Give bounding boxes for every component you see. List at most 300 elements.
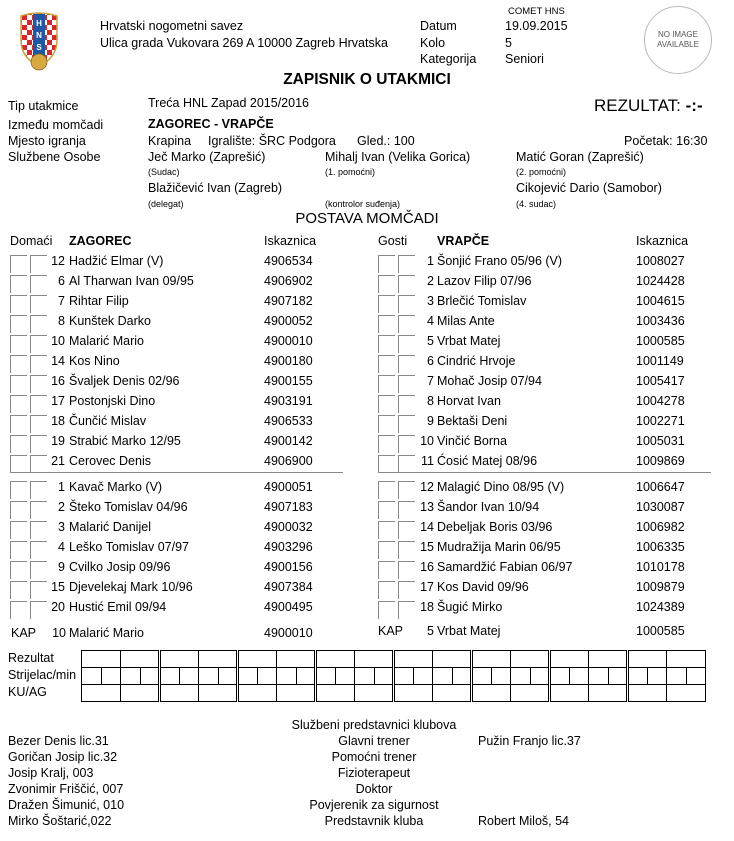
played-checkbox[interactable]: [10, 541, 27, 559]
played-checkbox[interactable]: [378, 275, 395, 293]
result-cell[interactable]: [316, 651, 355, 668]
player-id: 4907182: [264, 294, 313, 308]
scorer-cell[interactable]: [511, 668, 531, 685]
away-player-row: [378, 558, 708, 578]
scorer-cell[interactable]: [238, 668, 258, 685]
player-id: 4900495: [264, 600, 313, 614]
player-id: 4903191: [264, 394, 313, 408]
home-player-row: [10, 432, 340, 452]
grid-label-ku-ag: KU/AG: [8, 685, 47, 699]
player-id: 4906534: [264, 254, 313, 268]
away-player-row: [378, 598, 708, 618]
played-checkbox[interactable]: [10, 521, 27, 539]
away-player-row: [378, 452, 708, 472]
player-number: 20: [51, 600, 65, 614]
home-official: Mirko Šoštarić,022: [8, 814, 112, 828]
result-label: REZULTAT:: [594, 96, 681, 115]
played-checkbox[interactable]: [378, 255, 395, 273]
official-name: Matić Goran (Zaprešić): [516, 150, 644, 164]
scorer-cell[interactable]: [316, 668, 336, 685]
ku-ag-cell[interactable]: [316, 685, 355, 702]
played-checkbox[interactable]: [10, 435, 27, 453]
player-id: 1024428: [636, 274, 685, 288]
away-id-header: Iskaznica: [636, 234, 689, 248]
category-label: Kategorija: [420, 52, 477, 66]
official-name: Mihalj Ivan (Velika Gorica): [325, 150, 471, 164]
played-checkbox[interactable]: [378, 481, 395, 499]
home-player-row: [10, 538, 340, 558]
player-number: 14: [420, 520, 434, 534]
official-role: (kontrolor suđenja): [325, 199, 401, 209]
player-number: 5: [427, 334, 434, 348]
official-role: Glavni trener: [338, 734, 410, 748]
home-player-row: [10, 498, 340, 518]
player-name: Šonjić Frano 05/96 (V): [437, 254, 563, 268]
player-number: 6: [58, 274, 65, 288]
home-official: Josip Kralj, 003: [8, 766, 94, 780]
home-player-row: [10, 412, 340, 432]
played-checkbox[interactable]: [10, 481, 27, 499]
player-name: Mohač Josip 07/94: [437, 374, 542, 388]
player-id: 1008027: [636, 254, 685, 268]
official-role: Povjerenik za sigurnost: [309, 798, 439, 812]
player-name: Al Tharwan Ivan 09/95: [69, 274, 194, 288]
player-number: 7: [427, 374, 434, 388]
home-captain-number: 10: [52, 626, 66, 640]
minute-cell[interactable]: [257, 668, 277, 685]
place-label: Mjesto igranja: [8, 134, 86, 148]
svg-text:H: H: [36, 19, 42, 28]
result-cell[interactable]: [160, 651, 199, 668]
away-player-row: [378, 498, 708, 518]
player-name: Šugić Mirko: [437, 600, 503, 614]
played-checkbox[interactable]: [378, 601, 395, 619]
svg-text:N: N: [36, 31, 42, 40]
official-role: (4. sudac): [516, 199, 557, 209]
away-official: Robert Miloš, 54: [478, 814, 570, 828]
away-team-name: VRAPČE: [437, 234, 490, 248]
player-number: 1: [58, 480, 65, 494]
player-number: 9: [58, 560, 65, 574]
player-name: Malarić Danijel: [69, 520, 151, 534]
player-id: 1010178: [636, 560, 685, 574]
player-id: 1000585: [636, 334, 685, 348]
ku-ag-cell[interactable]: [277, 685, 316, 702]
scorer-cell[interactable]: [82, 668, 102, 685]
player-name: Postonjski Dino: [69, 394, 156, 408]
player-id: 4900155: [264, 374, 313, 388]
player-name: Cvilko Josip 09/96: [69, 560, 171, 574]
lineup-title: POSTAVA MOMČADI: [295, 210, 439, 227]
played-checkbox[interactable]: [378, 521, 395, 539]
scorer-cell[interactable]: [628, 668, 648, 685]
result: [594, 96, 703, 116]
player-name: Hustić Emil 09/94: [69, 600, 167, 614]
played-checkbox[interactable]: [378, 561, 395, 579]
player-name: Čunčić Mislav: [69, 414, 147, 428]
minute-cell[interactable]: [140, 668, 160, 685]
scorer-cell[interactable]: [433, 668, 453, 685]
away-player-row: [378, 252, 708, 272]
player-id: 4906900: [264, 454, 313, 468]
player-name: Mudražija Marin 06/95: [437, 540, 561, 554]
home-player-row: [10, 392, 340, 412]
player-number: 10: [51, 334, 65, 348]
player-id: 1009879: [636, 580, 685, 594]
official-name: Ječ Marko (Zaprešić): [148, 150, 266, 164]
scorer-cell[interactable]: [277, 668, 297, 685]
player-id: 1004615: [636, 294, 685, 308]
player-name: Kunštek Darko: [69, 314, 151, 328]
played-checkbox[interactable]: [378, 415, 395, 433]
result-cell[interactable]: [199, 651, 238, 668]
player-id: 1003436: [636, 314, 685, 328]
player-number: 16: [51, 374, 65, 388]
ku-ag-cell[interactable]: [550, 685, 589, 702]
player-number: 18: [51, 414, 65, 428]
played-checkbox[interactable]: [378, 395, 395, 413]
played-checkbox[interactable]: [378, 375, 395, 393]
away-player-row: [378, 412, 708, 432]
ku-ag-cell[interactable]: [160, 685, 199, 702]
result-cell[interactable]: [589, 651, 628, 668]
scorer-cell[interactable]: [589, 668, 609, 685]
minute-cell[interactable]: [101, 668, 121, 685]
page-title: ZAPISNIK O UTAKMICI: [283, 71, 451, 88]
scorer-cell[interactable]: [394, 668, 414, 685]
ku-ag-cell[interactable]: [433, 685, 472, 702]
official-name: Blažičević Ivan (Zagreb): [148, 181, 283, 195]
played-checkbox[interactable]: [10, 395, 27, 413]
player-number: 8: [427, 394, 434, 408]
match-type-label: Tip utakmice: [8, 99, 79, 113]
minute-cell[interactable]: [452, 668, 472, 685]
scoring-table: [81, 650, 706, 702]
home-official: Bezer Denis lic.31: [8, 734, 109, 748]
ku-ag-cell[interactable]: [667, 685, 706, 702]
category-value: Seniori: [505, 52, 544, 66]
ku-ag-cell[interactable]: [199, 685, 238, 702]
played-checkbox[interactable]: [378, 541, 395, 559]
player-id: 4900180: [264, 354, 313, 368]
player-name: Bektaši Deni: [437, 414, 508, 428]
away-player-row: [378, 518, 708, 538]
player-name: Hadžić Elmar (V): [69, 254, 164, 268]
result-cell[interactable]: [511, 651, 550, 668]
hns-logo: [17, 10, 61, 72]
player-id: 4907183: [264, 500, 313, 514]
scorer-cell[interactable]: [199, 668, 219, 685]
player-id: 1004278: [636, 394, 685, 408]
official-role: (2. pomoćni): [516, 167, 567, 177]
played-checkbox[interactable]: [10, 315, 27, 333]
result-cell[interactable]: [433, 651, 472, 668]
played-checkbox[interactable]: [10, 415, 27, 433]
away-player-row: [378, 578, 708, 598]
scorer-cell[interactable]: [667, 668, 687, 685]
result-cell[interactable]: [277, 651, 316, 668]
home-player-row: [10, 332, 340, 352]
player-name: Vinčić Borna: [437, 434, 507, 448]
player-id: 4906902: [264, 274, 313, 288]
minute-cell[interactable]: [569, 668, 589, 685]
scorer-cell[interactable]: [550, 668, 570, 685]
minute-cell[interactable]: [179, 668, 199, 685]
result-cell[interactable]: [628, 651, 667, 668]
home-captain-id: 4900010: [264, 626, 313, 640]
away-player-row: [378, 538, 708, 558]
scorer-cell[interactable]: [160, 668, 180, 685]
player-name: Horvat Ivan: [437, 394, 501, 408]
player-id: 4900156: [264, 560, 313, 574]
player-name: Malarić Mario: [69, 334, 145, 348]
played-checkbox[interactable]: [378, 501, 395, 519]
player-id: 1005417: [636, 374, 685, 388]
match-type-value: Treća HNL Zapad 2015/2016: [148, 96, 309, 110]
result-cell[interactable]: [355, 651, 394, 668]
player-number: 8: [58, 314, 65, 328]
player-name: Samardžić Fabian 06/97: [437, 560, 573, 574]
played-checkbox[interactable]: [10, 375, 27, 393]
round-label: Kolo: [420, 36, 446, 50]
minute-cell[interactable]: [335, 668, 355, 685]
played-checkbox[interactable]: [10, 335, 27, 353]
home-player-row: [10, 452, 340, 472]
scorer-cell[interactable]: [472, 668, 492, 685]
ku-ag-cell[interactable]: [472, 685, 511, 702]
player-name: Cindrić Hrvoje: [437, 354, 516, 368]
result-cell[interactable]: [121, 651, 160, 668]
grid-label-result: Rezultat: [8, 651, 54, 665]
teams-value: ZAGOREC - VRAPČE: [148, 117, 274, 131]
home-player-row: [10, 518, 340, 538]
player-name: Švaljek Denis 02/96: [69, 374, 180, 388]
away-side-label: Gosti: [378, 234, 408, 248]
away-player-row: [378, 312, 708, 332]
player-id: 1002271: [636, 414, 685, 428]
player-number: 18: [420, 600, 434, 614]
player-id: 1001149: [636, 354, 684, 368]
played-checkbox[interactable]: [10, 295, 27, 313]
played-checkbox[interactable]: [10, 501, 27, 519]
played-checkbox[interactable]: [378, 355, 395, 373]
away-player-row: [378, 478, 708, 498]
result-cell[interactable]: [550, 651, 589, 668]
minute-cell[interactable]: [374, 668, 394, 685]
minute-cell[interactable]: [218, 668, 238, 685]
official-role: (Sudac): [148, 167, 180, 177]
player-number: 19: [51, 434, 65, 448]
player-name: Šteko Tomislav 04/96: [69, 500, 188, 514]
home-player-row: [10, 372, 340, 392]
player-id: 4906533: [264, 414, 313, 428]
result-cell[interactable]: [472, 651, 511, 668]
player-number: 3: [58, 520, 65, 534]
ku-ag-cell[interactable]: [238, 685, 277, 702]
home-id-header: Iskaznica: [264, 234, 317, 248]
org-address: Ulica grada Vukovara 269 A 10000 Zagreb Hrvatska: [100, 36, 388, 50]
played-checkbox[interactable]: [10, 561, 27, 579]
player-name: Vrbat Matej: [437, 334, 501, 348]
player-name: Ćosić Matej 08/96: [437, 454, 538, 468]
minute-cell[interactable]: [296, 668, 316, 685]
home-player-row: [10, 312, 340, 332]
player-id: 1030087: [636, 500, 685, 514]
minute-cell[interactable]: [413, 668, 433, 685]
player-name: Cerovec Denis: [69, 454, 151, 468]
player-name: Malagić Dino 08/95 (V): [437, 480, 565, 494]
player-number: 15: [420, 540, 434, 554]
away-player-row: [378, 372, 708, 392]
played-checkbox[interactable]: [10, 601, 27, 619]
org-name: Hrvatski nogometni savez: [100, 19, 244, 33]
player-number: 11: [421, 454, 434, 468]
result-cell[interactable]: [238, 651, 277, 668]
home-player-row: [10, 292, 340, 312]
player-number: 15: [51, 580, 65, 594]
player-number: 2: [427, 274, 434, 288]
result-cell[interactable]: [394, 651, 433, 668]
away-captain-id: 1000585: [636, 624, 685, 638]
player-number: 9: [427, 414, 434, 428]
player-number: 17: [420, 580, 434, 594]
minute-cell[interactable]: [491, 668, 511, 685]
played-checkbox[interactable]: [10, 455, 27, 473]
player-id: 4900051: [264, 480, 313, 494]
official-role: Fizioterapeut: [337, 766, 411, 780]
player-id: 4907384: [264, 580, 313, 594]
home-team-name: ZAGOREC: [69, 234, 132, 248]
player-name: Kavač Marko (V): [69, 480, 163, 494]
away-player-row: [378, 392, 708, 412]
result-value: -:-: [685, 96, 703, 115]
player-number: 21: [51, 454, 65, 468]
played-checkbox[interactable]: [378, 581, 395, 599]
player-name: Leško Tomislav 07/97: [69, 540, 189, 554]
player-id: 4900010: [264, 334, 313, 348]
away-captain-name: Vrbat Matej: [437, 624, 501, 638]
home-player-row: [10, 272, 340, 292]
home-player-row: [10, 478, 340, 498]
player-id: 1009869: [636, 454, 685, 468]
ku-ag-cell[interactable]: [121, 685, 160, 702]
player-number: 12: [420, 480, 434, 494]
played-checkbox[interactable]: [378, 335, 395, 353]
grid-label-scorer: Strijelac/min: [8, 668, 77, 682]
player-number: 16: [420, 560, 434, 574]
official-name: Cikojević Dario (Samobor): [516, 181, 662, 195]
player-number: 1: [427, 254, 434, 268]
round-value: 5: [505, 36, 512, 50]
ku-ag-cell[interactable]: [511, 685, 550, 702]
ku-ag-cell[interactable]: [355, 685, 394, 702]
kickoff-value: Početak: 16:30: [624, 134, 708, 148]
official-role: Pomoćni trener: [331, 750, 417, 764]
player-name: Strabić Marko 12/95: [69, 434, 181, 448]
ku-ag-cell[interactable]: [589, 685, 628, 702]
played-checkbox[interactable]: [10, 255, 27, 273]
city-value: Krapina: [148, 134, 192, 148]
player-name: Milas Ante: [437, 314, 495, 328]
home-captain-name: Malarić Mario: [69, 626, 145, 640]
minute-cell[interactable]: [530, 668, 550, 685]
player-name: Djevelekaj Mark 10/96: [69, 580, 193, 594]
player-number: 14: [51, 354, 65, 368]
home-subs-divider: [10, 472, 343, 473]
ku-ag-cell[interactable]: [394, 685, 433, 702]
player-name: Kos Nino: [69, 354, 120, 368]
player-number: 2: [58, 500, 65, 514]
ku-ag-cell[interactable]: [628, 685, 667, 702]
away-player-row: [378, 272, 708, 292]
footer-title: Službeni predstavnici klubova: [291, 718, 457, 732]
scorer-cell[interactable]: [121, 668, 141, 685]
result-cell[interactable]: [82, 651, 121, 668]
away-official: Pužin Franjo lic.37: [478, 734, 581, 748]
player-name: Debeljak Boris 03/96: [437, 520, 553, 534]
minute-cell[interactable]: [647, 668, 667, 685]
player-name: Brlečić Tomislav: [437, 294, 527, 308]
player-number: 17: [51, 394, 65, 408]
away-player-row: [378, 332, 708, 352]
home-player-row: [10, 578, 340, 598]
ku-ag-cell[interactable]: [82, 685, 121, 702]
played-checkbox[interactable]: [378, 315, 395, 333]
player-id: 1006335: [636, 540, 685, 554]
away-player-row: [378, 432, 708, 452]
player-number: 6: [427, 354, 434, 368]
away-subs-divider: [378, 472, 711, 473]
player-name: Rihtar Filip: [69, 294, 129, 308]
official-role: Predstavnik kluba: [324, 814, 424, 828]
official-role: (1. pomoćni): [325, 167, 376, 177]
home-captain-label: KAP: [11, 626, 37, 640]
played-checkbox[interactable]: [10, 581, 27, 599]
player-id: 4900052: [264, 314, 313, 328]
played-checkbox[interactable]: [10, 275, 27, 293]
home-official: Dražen Šimunić, 010: [8, 798, 125, 812]
minute-cell[interactable]: [686, 668, 706, 685]
home-official: Zvonimir Friščić, 007: [8, 782, 124, 796]
away-player-row: [378, 352, 708, 372]
player-id: 1006982: [636, 520, 685, 534]
player-number: 10: [420, 434, 434, 448]
played-checkbox[interactable]: [378, 435, 395, 453]
played-checkbox[interactable]: [378, 455, 395, 473]
home-side-label: Domaći: [10, 234, 53, 248]
home-official: Goričan Josip lic.32: [8, 750, 118, 764]
no-image-placeholder: NO IMAGE AVAILABLE: [644, 6, 712, 74]
result-cell[interactable]: [667, 651, 706, 668]
player-number: 7: [58, 294, 65, 308]
away-captain-number: 5: [427, 624, 434, 638]
player-number: 4: [427, 314, 434, 328]
played-checkbox[interactable]: [10, 355, 27, 373]
minute-cell[interactable]: [608, 668, 628, 685]
played-checkbox[interactable]: [378, 295, 395, 313]
officials-label: Službene Osobe: [8, 150, 101, 164]
player-name: Lazov Filip 07/96: [437, 274, 532, 288]
home-player-row: [10, 252, 340, 272]
home-player-row: [10, 352, 340, 372]
player-name: Kos David 09/96: [437, 580, 529, 594]
scorer-cell[interactable]: [355, 668, 375, 685]
home-player-row: [10, 598, 340, 618]
away-player-row: [378, 292, 708, 312]
player-number: 4: [58, 540, 65, 554]
player-id: 1006647: [636, 480, 685, 494]
player-id: 1024389: [636, 600, 685, 614]
